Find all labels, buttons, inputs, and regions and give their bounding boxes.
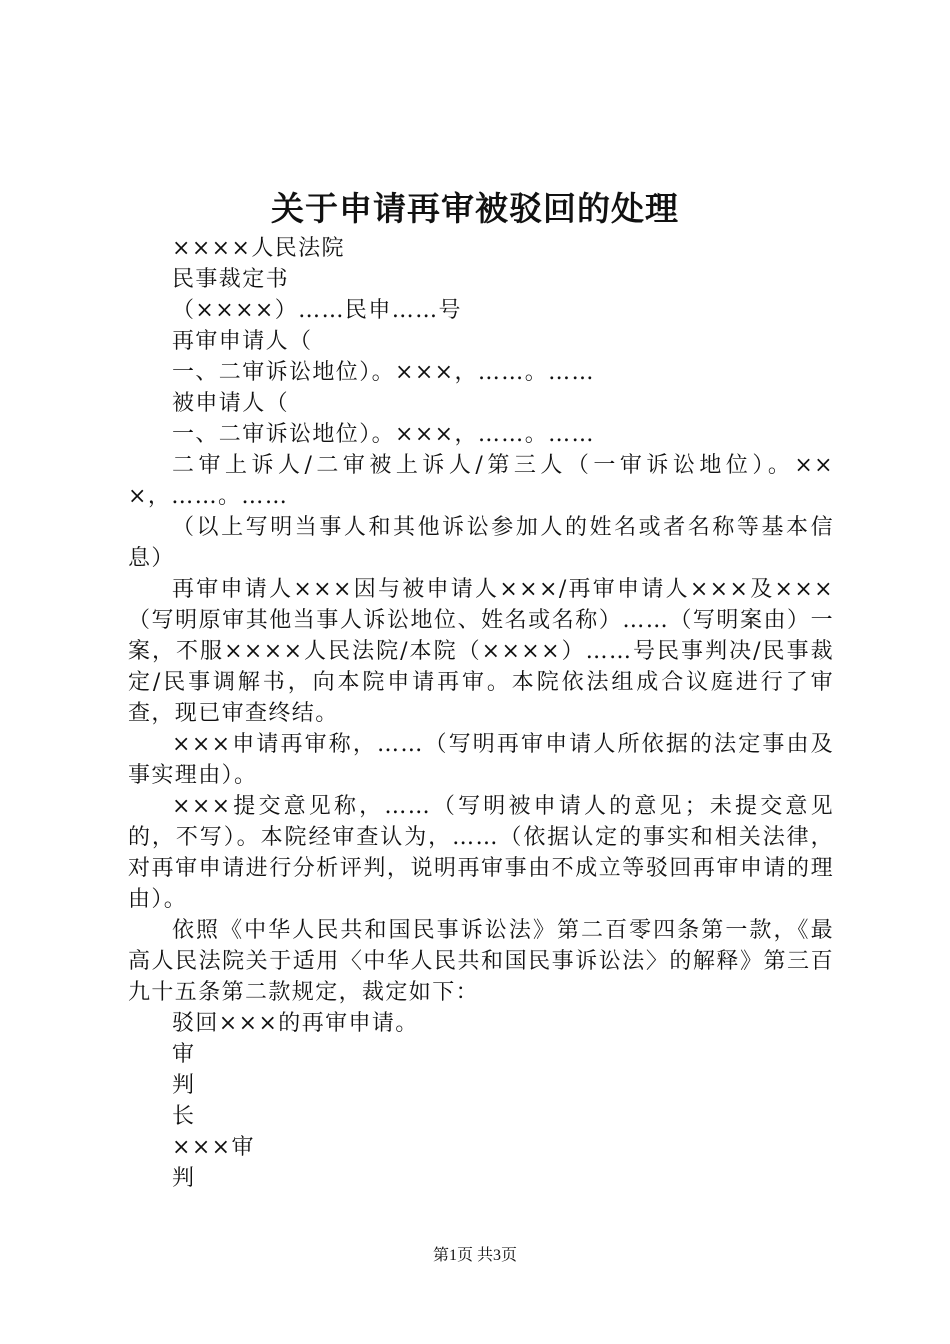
paragraph: 再审申请人×××因与被申请人×××/再审申请人×××及×××（写明原审其他当事人诉讼地位、姓名或名称）……（写明案由）一案，不服××××人民法院/本院（××××）……号民事判决/民事裁定/民事调解书，向本院申请再审。本院依法组成合议庭进行了审查，现已审查终结。	[128, 577, 834, 726]
paragraph: ×××申请再审称，……（写明再审申请人所依据的法定事由及事实理由）。	[128, 732, 834, 788]
paragraph: 再审申请人（	[172, 329, 313, 354]
paragraph: （以上写明当事人和其他诉讼参加人的姓名或者名称等基本信息）	[128, 515, 834, 571]
paragraph: 二审上诉人/二审被上诉人/第三人（一审诉讼地位）。×××，……。……	[128, 453, 834, 509]
court-name: ××××人民法院	[172, 236, 345, 261]
case-number: （××××）……民申……号	[172, 298, 462, 323]
paragraph: 依照《中华人民共和国民事诉讼法》第二百零四条第一款，《最高人民法院关于适用〈中华人民共和国民事诉讼法〉的解释》第三百九十五条第二款规定，裁定如下：	[128, 918, 834, 1005]
signature-line: 审	[172, 1042, 196, 1067]
document-body	[128, 233, 834, 1194]
paragraph: ×××提交意见称，……（写明被申请人的意见；未提交意见的，不写）。本院经审查认为，……（依据认定的事实和相关法律，对再审申请进行分析评判，说明再审事由不成立等驳回再审申请的理由）。	[128, 794, 834, 912]
paragraph: 一、二审诉讼地位）。×××，……。……	[172, 422, 595, 447]
page-footer: 第1页 共3页	[432, 1247, 517, 1264]
signature-line: ×××审	[172, 1135, 255, 1160]
signature-line: 长	[172, 1104, 196, 1129]
paragraph: 一、二审诉讼地位）。×××，……。……	[172, 360, 595, 385]
document-title: 关于申请再审被驳回的处理	[271, 189, 679, 228]
document-type: 民事裁定书	[172, 267, 290, 292]
ruling: 驳回×××的再审申请。	[172, 1011, 419, 1036]
paragraph: 被申请人（	[172, 391, 290, 416]
signature-line: 判	[172, 1073, 196, 1098]
signature-line: 判	[172, 1166, 196, 1191]
